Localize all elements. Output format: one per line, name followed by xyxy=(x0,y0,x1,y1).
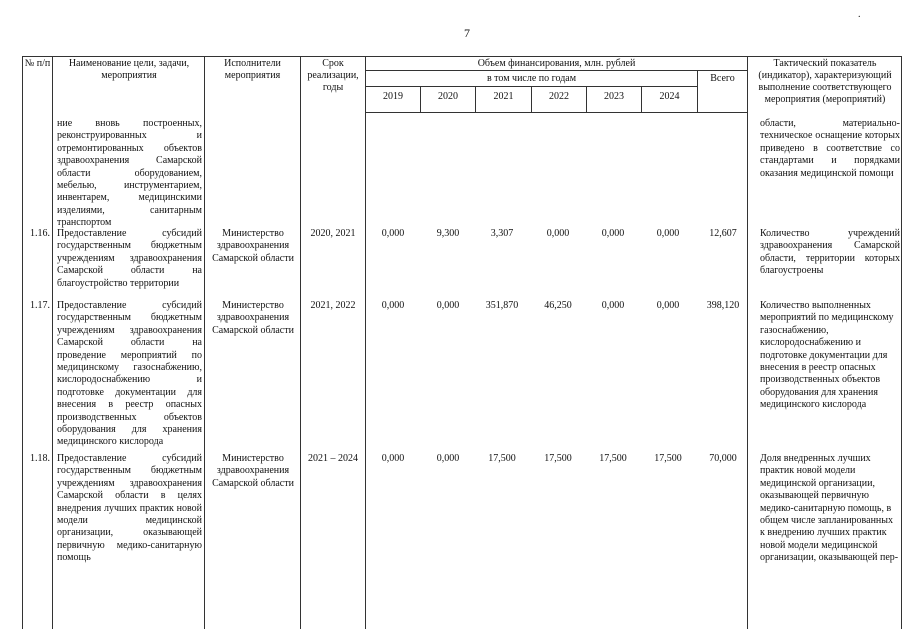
value-2021: 17,500 xyxy=(488,453,516,464)
row-number: 1.17. xyxy=(30,300,50,311)
value-2023: 17,500 xyxy=(599,453,627,464)
header-year-2023: 2023 xyxy=(604,91,624,102)
value-2021: 351,870 xyxy=(485,300,519,311)
header-bottom-border xyxy=(365,112,747,113)
value-2020: 0,000 xyxy=(436,453,460,464)
row-name: Предоставление субсидий государственным бюджетным учреждениям здравоохранения Самарской области на проведение мероприятий по медицинскому газоснабжению, кислородоснабжению и подготовке документации для внесения в реестр опасных производственных объектов оборудования для хранения медицинского кислорода xyxy=(57,300,202,448)
row-indicator: Количество учреждений здравоохранения Самарской области, территории которых благоустроены xyxy=(760,228,900,277)
col-divider-funding xyxy=(365,56,366,629)
table-right-border xyxy=(901,56,902,629)
value-2020: 9,300 xyxy=(436,228,460,239)
value-2024: 17,500 xyxy=(654,453,682,464)
row-executor: Министерство здравоохранения Самарской области xyxy=(212,453,294,489)
value-2022: 17,500 xyxy=(544,453,572,464)
value-total: 398,120 xyxy=(706,300,740,311)
row-indicator: Доля внедренных лучших практик новой модели медицинской организации, оказывающей первичную медико-санитарную помощь, в общем числе запланированных к внедрению лучших практик новой модели медицинской организации, оказывающей пер- xyxy=(760,453,899,564)
row-term: 2021, 2022 xyxy=(310,300,356,311)
row-term: 2021 – 2024 xyxy=(308,453,358,464)
continuation-name: ние вновь построенных, реконструированных и отремонтированных объектов здравоохранения Самарской области оборудованием, мебелью, инструментарием, инвентарем, медицинскими изделиями, санитарным транспортом xyxy=(57,118,202,229)
header-year-2021: 2021 xyxy=(493,91,514,102)
row-number: 1.18. xyxy=(30,453,50,464)
value-2019: 0,000 xyxy=(381,300,405,311)
continuation-indicator: области, материально-техническое оснащение которых приведено в соответствие со стандартами и порядками оказания медицинской помощи xyxy=(760,118,900,179)
header-funding: Объем финансирования, млн. рублей xyxy=(477,58,636,69)
table-left-border xyxy=(22,56,23,629)
page-number: 7 xyxy=(464,26,470,40)
header-total: Всего xyxy=(710,73,735,84)
value-2020: 0,000 xyxy=(436,300,460,311)
header-year-2019: 2019 xyxy=(383,91,403,102)
col-divider-term xyxy=(300,56,301,629)
row-executor: Министерство здравоохранения Самарской области xyxy=(212,300,294,336)
value-2019: 0,000 xyxy=(381,453,405,464)
row-term: 2020, 2021 xyxy=(310,228,356,239)
row-number: 1.16. xyxy=(30,228,50,239)
value-2022: 0,000 xyxy=(546,228,570,239)
value-2021: 3,307 xyxy=(490,228,514,239)
header-year-2022: 2022 xyxy=(549,91,569,102)
header-executors: Исполнители мероприятия xyxy=(224,58,281,81)
header-year-2024: 2024 xyxy=(659,91,680,102)
value-2024: 0,000 xyxy=(656,300,680,311)
col-divider-executor xyxy=(204,56,205,629)
value-2022: 46,250 xyxy=(544,300,572,311)
value-2023: 0,000 xyxy=(601,228,625,239)
header-name: Наименование цели, задачи, мероприятия xyxy=(68,58,190,81)
value-2023: 0,000 xyxy=(601,300,625,311)
row-executor: Министерство здравоохранения Самарской области xyxy=(212,228,294,264)
funding-header-divider xyxy=(365,70,747,71)
header-by-years: в том числе по годам xyxy=(486,73,577,84)
table-top-border xyxy=(22,56,902,57)
scan-mark: . xyxy=(858,9,861,20)
row-indicator: Количество выполненных мероприятий по медицинскому газоснабжению, кислородоснабжению и подготовке документации для внесения в реестр опасных производственных объектов оборудования для хранения медицинского кислорода xyxy=(760,300,894,411)
row-name: Предоставление субсидий государственным бюджетным учреждениям здравоохранения Самарской области на благоустройство территории xyxy=(57,228,202,289)
header-year-2020: 2020 xyxy=(438,91,458,102)
col-divider-indicator xyxy=(747,56,748,629)
header-no: № п/п xyxy=(24,58,51,69)
value-2019: 0,000 xyxy=(381,228,405,239)
header-indicator: Тактический показатель (индикатор), характеризующий выполнение соответствующего мероприятия (мероприятий) xyxy=(758,58,892,105)
header-term: Срок реализации, годы xyxy=(307,58,359,93)
value-2024: 0,000 xyxy=(656,228,680,239)
value-total: 70,000 xyxy=(709,453,737,464)
row-name: Предоставление субсидий государственным бюджетным учреждениям здравоохранения Самарской области в целях внедрения лучших практик новой модели медицинской организации, оказывающей первичную медико-санитарную помощь xyxy=(57,453,202,564)
col-divider-name xyxy=(52,56,53,629)
value-total: 12,607 xyxy=(709,228,737,239)
